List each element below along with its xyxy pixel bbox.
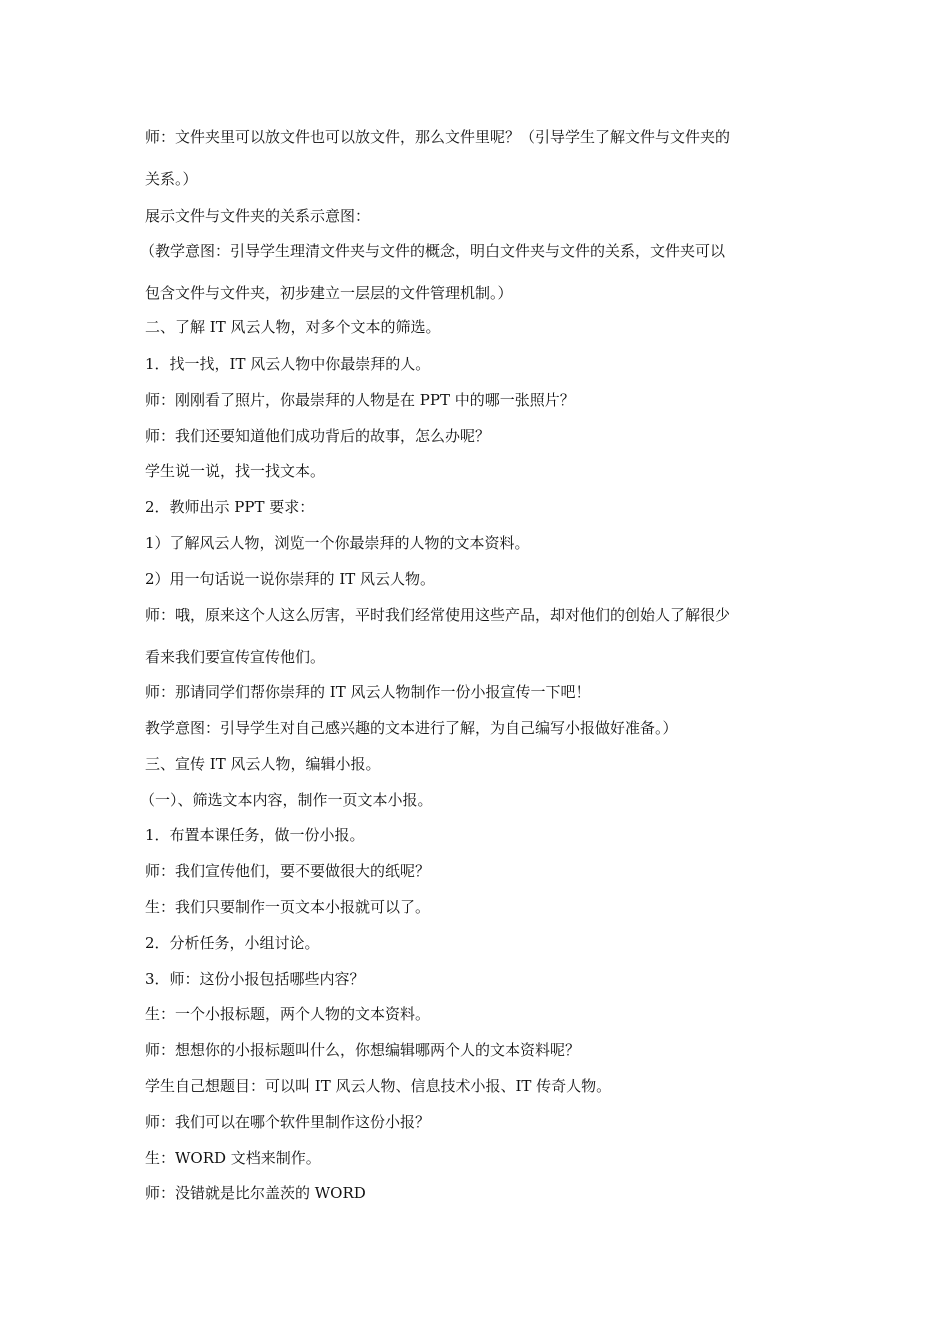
text-line: 生：我们只要制作一页文本小报就可以了。: [145, 898, 431, 916]
text-line: 师：我们还要知道他们成功背后的故事，怎么办呢？: [145, 427, 491, 445]
text-line: 2．教师出示 PPT 要求：: [145, 498, 315, 516]
text-line: 师：我们可以在哪个软件里制作这份小报？: [145, 1113, 431, 1131]
text-line: 关系。）: [145, 170, 198, 188]
text-line: 2）用一句话说一说你崇拜的 IT 风云人物。: [145, 570, 436, 588]
text-line: 1）了解风云人物，浏览一个你最崇拜的人物的文本资料。: [145, 534, 530, 552]
text-line: 展示文件与文件夹的关系示意图：: [145, 207, 371, 225]
text-line: 师：文件夹里可以放文件也可以放文件，那么文件里呢？（引导学生了解文件与文件夹的: [145, 128, 731, 146]
text-line: 2．分析任务，小组讨论。: [145, 934, 320, 952]
text-line: 1．找一找，IT 风云人物中你最崇拜的人。: [145, 355, 431, 373]
section-heading: 三、宣传 IT 风云人物，编辑小报。: [145, 755, 381, 773]
section-heading: 二、了解 IT 风云人物，对多个文本的筛选。: [145, 318, 441, 336]
text-line: 师：刚刚看了照片，你最崇拜的人物是在 PPT 中的哪一张照片？: [145, 391, 575, 409]
text-line: 教学意图：引导学生对自己感兴趣的文本进行了解，为自己编写小报做好准备。）: [145, 719, 678, 737]
text-line: 包含文件与文件夹，初步建立一层层的文件管理机制。）: [145, 284, 513, 302]
text-line: 1．布置本课任务，做一份小报。: [145, 826, 365, 844]
text-line: （教学意图：引导学生理清文件夹与文件的概念，明白文件夹与文件的关系，文件夹可以: [140, 242, 726, 260]
text-line: 学生自己想题目：可以叫 IT 风云人物、信息技术小报、IT 传奇人物。: [145, 1077, 612, 1095]
text-line: 师：那请同学们帮你崇拜的 IT 风云人物制作一份小报宣传一下吧！: [145, 683, 591, 701]
text-line: 3．师：这份小报包括哪些内容？: [145, 970, 365, 988]
subsection-heading: （一）、筛选文本内容，制作一页文本小报。: [140, 791, 433, 809]
text-line: 学生说一说，找一找文本。: [145, 462, 326, 480]
text-line: 师：我们宣传他们，要不要做很大的纸呢？: [145, 862, 431, 880]
text-line: 看来我们要宣传宣传他们。: [145, 648, 326, 666]
text-line: 师：没错就是比尔盖茨的 WORD: [145, 1184, 366, 1202]
text-line: 生：WORD 文档来制作。: [145, 1149, 321, 1167]
text-line: 师：想想你的小报标题叫什么，你想编辑哪两个人的文本资料呢？: [145, 1041, 581, 1059]
text-line: 师：哦，原来这个人这么厉害，平时我们经常使用这些产品，却对他们的创始人了解很少: [145, 606, 731, 624]
text-line: 生：一个小报标题，两个人物的文本资料。: [145, 1005, 431, 1023]
